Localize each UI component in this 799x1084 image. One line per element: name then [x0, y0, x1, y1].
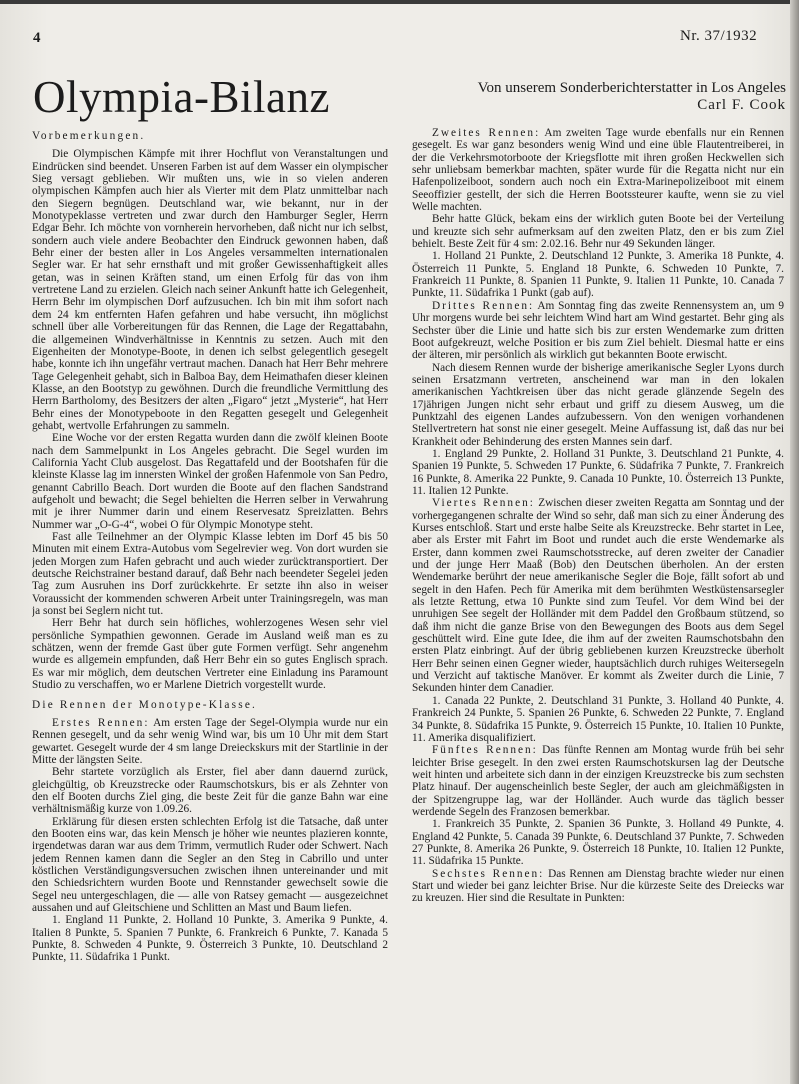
race-results: 1. Canada 22 Punkte, 2. Deutschland 31 Punkte, 3. Holland 40 Punkte, 4. Frankreich 24 Punkte, 5. Spanien 26 Punkte, 6. Schweden 22 Punkte, 7. England 34 Punkte, 8. Südafrika 15 Punkte, 9. Österreich 15 Punkte, 10. Italien 10 Punkte, 11. Amerika disqualifiziert.: [412, 694, 784, 744]
paragraph: Nach diesem Rennen wurde der bisherige amerikanische Segler Lyons durch seinen Ersatzmann vertreten, anscheinend war man in den lokalen amerikanischen Yachtkreisen über das nicht gerade glänzende Segeln des 17jährigen Jungen nicht sehr erbaut und griff zu diesem Ausweg, um die Punktzahl des eigenen Landes aufzubessern. Von den wenigen vorhandenen Stellvertretern hat sonst nie einer gesegelt. Meine Auffassung ist, daß das nur bei Krankheit oder Behinderung des ersten Mannes sein darf.: [412, 361, 784, 448]
paragraph: [32, 717, 388, 766]
paragraph: [412, 300, 784, 362]
paragraph-text: Am ersten Tage der Segel-Olympia wurde nur ein Rennen gesegelt, und da sehr wenig Wind war, bis um 10 Uhr mit dem Start gewartet. Gesegelt wurde der 4 sm lange Dreieckskurs mit der Startlinie in der Mitte der längsten Seite.: [32, 716, 388, 766]
race-label: Fünftes Rennen:: [432, 744, 538, 757]
race-label: Drittes Rennen:: [432, 299, 535, 312]
paragraph: Behr startete vorzüglich als Erster, fiel aber dann dauernd zurück, gleichgültig, ob Kreuzstrecke oder Raumschotskurs, bis er als Zehnter von den elf Booten durchs Ziel ging, die beste Zeit für die ganze Bahn war eine verhältnismäßig kurze von 1.09.26.: [32, 766, 388, 816]
byline: [400, 80, 786, 114]
paragraph: Behr hatte Glück, bekam eins der wirklich guten Boote bei der Verteilung und kreuzte sich sehr aufmerksam auf den zweiten Platz, den er bis zum Ziel behielt. Beste Zeit für 4 sm: 2.02.16. Behr nur 49 Sekunden länger.: [412, 213, 784, 251]
section-heading: Die Rennen der Monotype-Klasse.: [32, 699, 258, 712]
paragraph: [412, 127, 784, 213]
paragraph-text: Das fünfte Rennen am Montag wurde früh bei sehr leichter Brise gesegelt. In den zwei ersten Raumschotskursen lag der Deutsche weit hinten und arbeitete sich dann in der einzigen Kreuzstrecke bis zum sechsten Platz hinauf. Der augenscheinlich beste Segler, der auch am gleichmäßigsten in der Spitzengruppe lag, war der Holländer. Auch wurde das täglich besser werdende Segeln des Franzosen bemerkbar.: [412, 744, 784, 818]
article-title: Olympia-Bilanz: [33, 72, 330, 122]
race-label: Erstes Rennen:: [52, 716, 150, 729]
race-results: 1. England 29 Punkte, 2. Holland 31 Punkte, 3. Deutschland 21 Punkte, 4. Spanien 19 Punkte, 5. Schweden 17 Punkte, 6. Südafrika 7 Punkte, 7. Frankreich 16 Punkte, 8. Amerika 22 Punkte, 9. Canada 10 Punkte, 10. Österreich 13 Punkte, 11. Italien 12 Punkte.: [412, 447, 784, 497]
paragraph: Eine Woche vor der ersten Regatta wurden dann die zwölf kleinen Boote nach dem Sammelpunkt in Los Angeles gebracht. Die Segel wurden im California Yacht Club ausgelost. Das Regattafeld und der Bootshafen für die kleinste Klasse lag im innersten Winkel der großen Hafenmole von San Pedro, genannt Cabrillo Beach. Dort wurden die Boote auf den flachen Sandstrand aufgeholt und bewacht; die Segel behielten die Herren selber in Verwahrung mit je ihrer Nummer darin und einem Reservesatz Spreizlatten. Behrs Nummer war „O-G-4“, wobei O für Olympic Monotype steht.: [32, 432, 388, 531]
right-column: [412, 127, 784, 1078]
race-label: Viertes Rennen:: [432, 497, 535, 510]
paragraph: Die Olympischen Kämpfe mit ihrer Hochflut von Veranstaltungen und Eindrücken sind beendet. Unseren Farben ist auf dem Wasser ein olympischer Sieg versagt geblieben. Wir mußten uns, wie in so vielen anderen olympischen Kämpfen auch hier als Vierter mit dem Platz unmittelbar nach den Siegern begnügen. Deutschland war, wie bekannt, nur in der Monotypeklasse vertreten und zwar durch den Hamburger Segler, Herrn Edgar Behr. Ich möchte von vornherein hervorheben, daß nicht nur ich selbst, sondern auch viele andere Beobachter den Eindruck gewonnen haben, daß Behr einer der besten aller in Los Angeles versammelten internationalen Segler war. Er hat sehr ernsthaft und mit großer Gewissenhaftigkeit alles getan, was in seinen Kräften stand, um einen Erfolg für das von ihm vertretene Land zu erzielen. Gleich nach seiner Ankunft hatte ich Gelegenheit, Herrn Behr im olympischen Dorf aufzusuchen. Ich bin mit ihm sofort nach dem 24 km entfernten Hafen gefahren und habe versucht, ihn möglichst schnell über alle Vorbereitungen für das Rennen, die Lage der Regattabahn, die allgemeinen Windverhältnisse in Kenntnis zu setzen. Auch mit den Eigenheiten der Monotype-Boote, in denen ich selbst gelegentlich gesegelt habe, konnte ich ihn ungefähr vertraut machen. Danach hat Herr Behr mehrere Tage Gelegenheit gehabt, sich in Balboa Bay, dem Heimathafen dieser kleinen Klasse, an den Bootstyp zu gewöhnen. Durch die freundliche Vermittlung des Herrn Bartholomy, des Besitzers der alten „Figaro“ jetzt „Mysterie“, hat Herr Behr eines der Monotypeboote in den Regatten gesegelt und Gelegenheit gehabt, wertvolle Erfahrungen zu sammeln.: [32, 148, 388, 432]
race-results: 1. England 11 Punkte, 2. Holland 10 Punkte, 3. Amerika 9 Punkte, 4. Italien 8 Punkte, 5. Spanien 7 Punkte, 6. Frankreich 6 Punkte, 7. Kanada 5 Punkte, 8. Schweden 4 Punkte, 9. Österreich 3 Punkte, 10. Deutschland 2 Punkte, 11. Südafrika 1 Punkt.: [32, 914, 388, 964]
race-results: 1. Frankreich 35 Punkte, 2. Spanien 36 Punkte, 3. Holland 49 Punkte, 4. England 42 Punkte, 5. Canada 39 Punkte, 6. Deutschland 37 Punkte, 7. Schweden 27 Punkte, 8. Amerika 26 Punkte, 9. Österreich 18 Punkte, 10. Italien 12 Punkte, 11. Südafrika 15 Punkte.: [412, 818, 784, 868]
race-results: 1. Holland 21 Punkte, 2. Deutschland 12 Punkte, 3. Amerika 18 Punkte, 4. Österreich 11 Punkte, 5. England 18 Punkte, 6. Schweden 10 Punkte, 7. Frankreich 11 Punkte, 8. Spanien 11 Punkte, 9. Italien 11 Punkte, 10. Canada 7 Punkte, 11. Südafrika 1 Punkt (gab auf).: [412, 250, 784, 300]
paragraph: [412, 497, 784, 695]
paragraph-text: Zwischen dieser zweiten Regatta am Sonntag und der vorhergegangenen schralte der Wind so sehr, daß man sich zu einer Änderung des Kurses entschloß. Start und erste halbe Seite als Kreuzstrecke. Behr startet in Lee, aber als Erster mit Fahrt im Boot und rundet auch die erste Wendemarke als Erster, dann kommen zwei Raumschotsstrecke, auf deren zweiter der Canadier und der junge Herr Maaß (Bob) den Deutschen überholen. An der ersten Wendemarke berührt der neue amerikanische Segler die Boje, fällt sofort ab und segelt in den Hafen. Pech für Amerika mit dem berühmten Westküstensarsegler als letzte Rettung, etwa 10 Punkte sind zum Teufel. Vor dem Wind bei der unruhigen See segelt der Holländer mit dem Paddel den Großbaum stützend, so daß ihm nicht die ganze Brise von den Bewegungen des Boots aus dem Segel geschüttelt wird. Eine gute Idee, die ihm auf der zweiten Raumschotsbahn den ersten Platz einbringt. Auf der übrig gebliebenen kurzen Kreuzstrecke überholt Herr Behr seinen einen Gegner wieder, hauptsächlich durch ruhiges Weitersegeln und Verzicht auf taktische Manöver. Er kommt als Zweiter durch die Linie, 7 Sekunden hinter dem Canadier.: [412, 497, 784, 695]
paragraph: [412, 744, 784, 818]
scan-top-edge: [0, 0, 799, 4]
scan-binding-edge: [790, 0, 799, 1084]
paragraph: Herr Behr hat durch sein höfliches, wohlerzogenes Wesen sehr viel persönliche Sympathien gewonnen. Gerade im Ausland weiß man es zu schätzen, wenn der fremde Gast über gute Formen verfügt. Sehr angenehm wurde es allgemein empfunden, daß Herr Behr ein so gutes Englisch sprach. Es war mir möglich, dem deutschen Vertreter eine Einladung ins Paramount Studio zu verschaffen, wo er Marlene Dietrich vorgestellt wurde.: [32, 617, 388, 692]
race-label: Sechstes Rennen:: [432, 867, 545, 880]
left-column: [32, 130, 388, 1078]
issue-number: Nr. 37/1932: [680, 28, 758, 44]
paragraph-text: Am Sonntag fing das zweite Rennensystem an, um 9 Uhr morgens wurde bei sehr leichtem Wind hart am Wind gestartet. Behr ging als Sechster über die Linie und hatte sich bis zur ersten Wendemarke zum dritten Boot aufgekreuzt, welche Position er bis zum Ziel behielt. Diesmal hatte er eins der älteren, mir persönlich als wirklich gut bekannten Boote erwischt.: [412, 299, 784, 362]
byline-line: Von unserem Sonderberichterstatter in Los Angeles: [477, 80, 786, 96]
race-label: Zweites Rennen:: [432, 127, 541, 139]
section-heading: Vorbemerkungen.: [32, 130, 146, 142]
paragraph: [412, 868, 784, 905]
paragraph-text: Am zweiten Tage wurde ebenfalls nur ein Rennen gesegelt. Es war ganz besonders wenig Wind und eine üble Flautentreiberei, in der die Verkehrsmotorboote der Kriegsflotte mit ihren großen Heckwellen sich sehr unliebsam bemerkbar machten, später wurde für die Regatta nicht nur ein Hafenpolizeiboot, sondern auch noch ein Extra-Marinepolizeiboot mit einem Seeoffizier gestellt, der sich die Herren Bootssteurer kaufte, wenn sie zu viel Welle machten.: [412, 127, 784, 214]
byline-author: Carl F. Cook: [697, 97, 786, 113]
paragraph-text: Das Rennen am Dienstag brachte wieder nur einen Start und wieder bei ganz leichter Brise. Nur die kürzeste Seite des Dreiecks war zu kreuzen. Hier sind die Resultate in Punkten:: [412, 867, 784, 905]
page-number: 4: [33, 30, 41, 46]
paragraph: Erklärung für diesen ersten schlechten Erfolg ist die Tatsache, daß unter den Booten eins war, das kein Mensch je höher wie neuntes plazieren konnte, irgendetwas daran war aus dem Trimm, vermutlich Ruder oder Schwert. Nach jedem Rennen kamen dann die Segler an den Steg in Cabrillo und unter köstlichen Verständigungsversuchen zwischen ihnen untereinander und mit den Schiedsrichtern wurden Boote und Rennstander gewechselt sowie die Segel neu untergeschlagen, die — alle von Ratsey gemacht — ausgezeichnet aussahen und auf Gleitschiene und Schlitten an Mast und Baum liefen.: [32, 815, 388, 914]
paragraph: Fast alle Teilnehmer an der Olympic Klasse lebten im Dorf 45 bis 50 Minuten mit einem Extra-Autobus vom Segelrevier weg. Von dort wurden sie jeden Morgen zum Hafen gebracht und auch wieder zurücktransportiert. Der deutsche Reichstrainer bestand darauf, daß Behr nach beendeter Segelei jeden Tag zum Ausruhen ins Dorf zurückkehrte. Er setzte ihn also in weiser Voraussicht der kommenden schweren Arbeit unter Trainingsregeln, was man ja sonst bei Seglern nicht tut.: [32, 531, 388, 618]
